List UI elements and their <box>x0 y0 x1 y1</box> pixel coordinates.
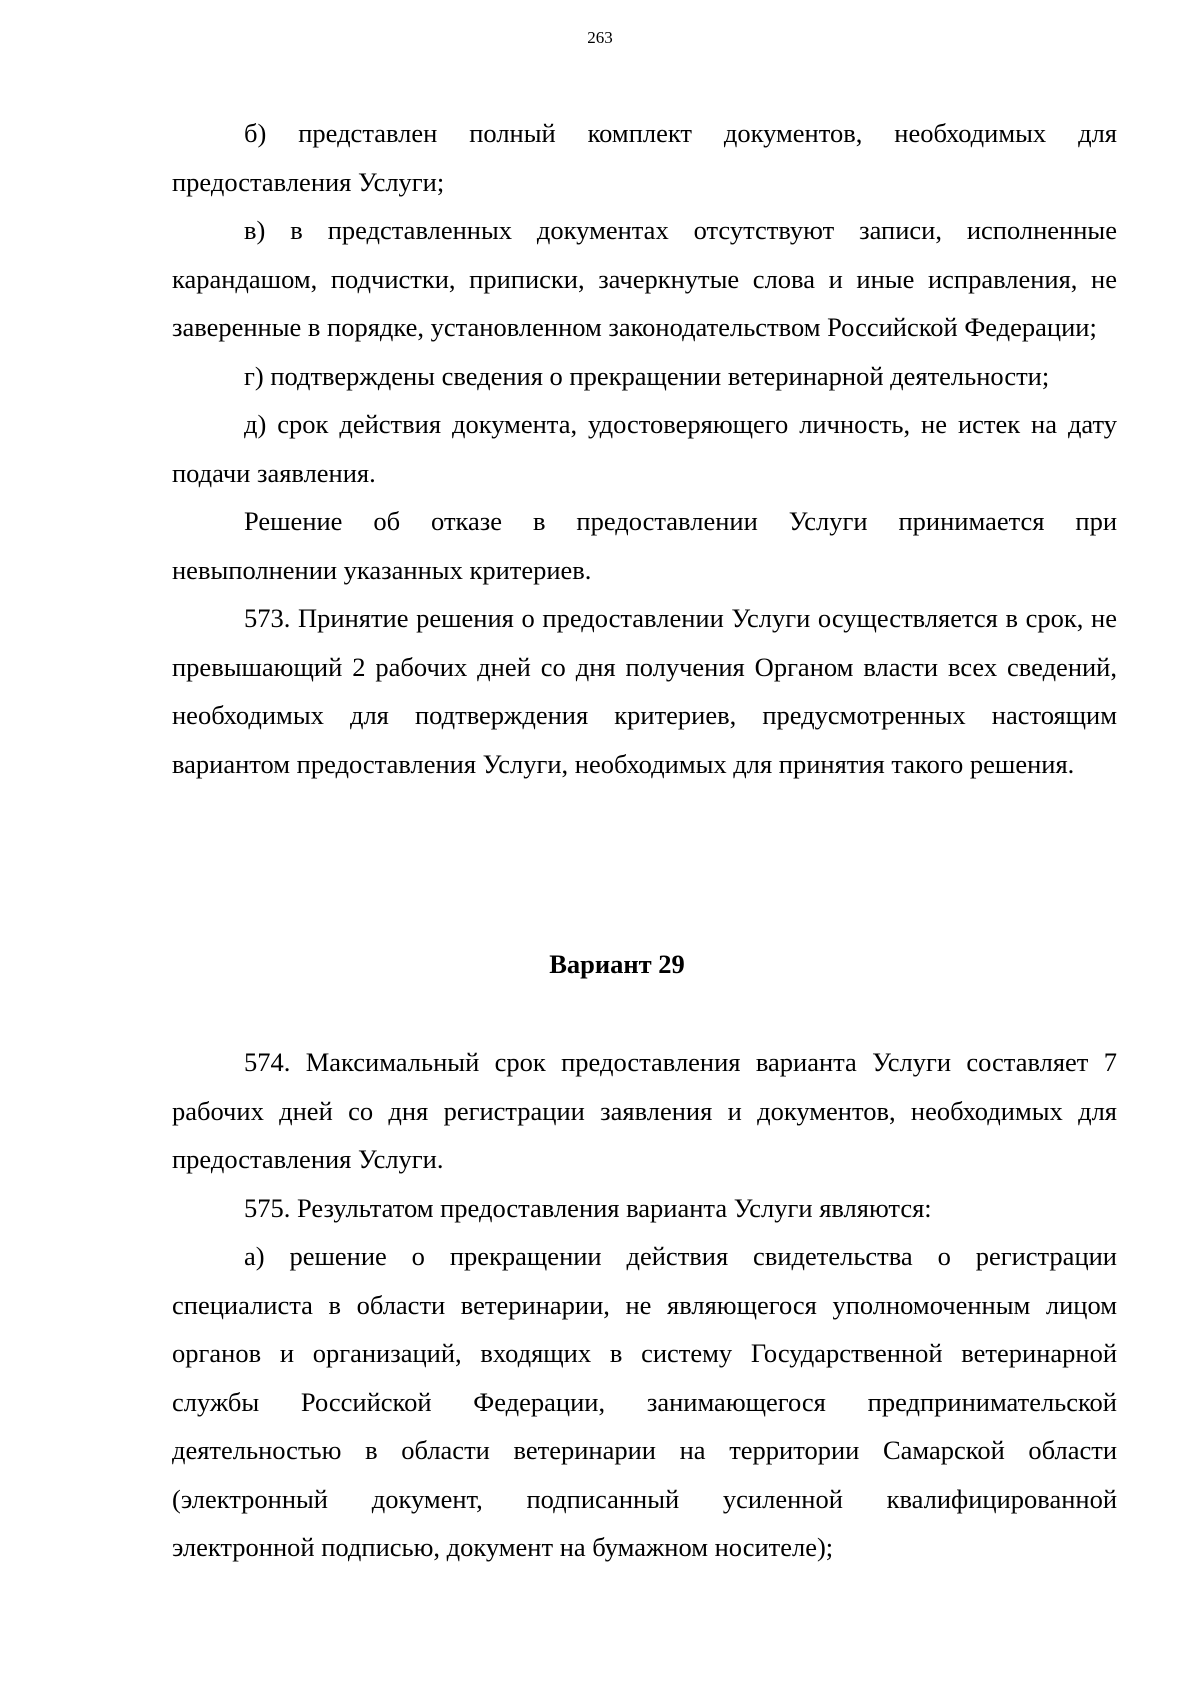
paragraph-item-v: в) в представленных документах отсутствуют записи, исполненные карандашом, подчистки, приписки, зачеркнутые слова и иные исправления, не заверенные в порядке, установленном законодательством Российской Федерации; <box>172 215 1117 342</box>
paragraph-573: 573. Принятие решения о предоставлении Услуги осуществляется в срок, не превышающий 2 рабочих дней со дня получения Органом власти всех сведений, необходимых для подтверждения критериев, предусмотренных настоящим вариантом предоставления Услуги, необходимых для принятия такого решения. <box>172 603 1117 779</box>
text-block-bottom <box>172 1038 1117 1572</box>
text-block-top <box>172 109 1117 788</box>
paragraph-item-d: д) срок действия документа, удостоверяющего личность, не истек на дату подачи заявления. <box>172 409 1117 488</box>
paragraph-575: 575. Результатом предоставления варианта Услуги являются: <box>244 1192 932 1223</box>
paragraph-item-b: б) представлен полный комплект документов, необходимых для предоставления Услуги; <box>172 118 1117 197</box>
paragraph-574: 574. Максимальный срок предоставления варианта Услуги составляет 7 рабочих дней со дня регистрации заявления и документов, необходимых для предоставления Услуги. <box>172 1047 1117 1174</box>
paragraph-refusal-decision: Решение об отказе в предоставлении Услуги принимается при невыполнении указанных критериев. <box>172 506 1117 585</box>
page-number: 263 <box>587 28 613 47</box>
paragraph-item-a: а) решение о прекращении действия свидетельства о регистрации специалиста в области ветеринарии, не являющегося уполномоченным лицом органов и организаций, входящих в систему Государственной ветеринарной службы Российской Федерации, занимающегося предпринимательской деятельностью в области ветеринарии на территории Самарской области (электронный документ, подписанный усиленной квалифицированной электронной подписью, документ на бумажном носителе); <box>172 1241 1117 1562</box>
section-heading: Вариант 29 <box>549 949 685 979</box>
paragraph-item-g: г) подтверждены сведения о прекращении ветеринарной деятельности; <box>244 360 1050 391</box>
